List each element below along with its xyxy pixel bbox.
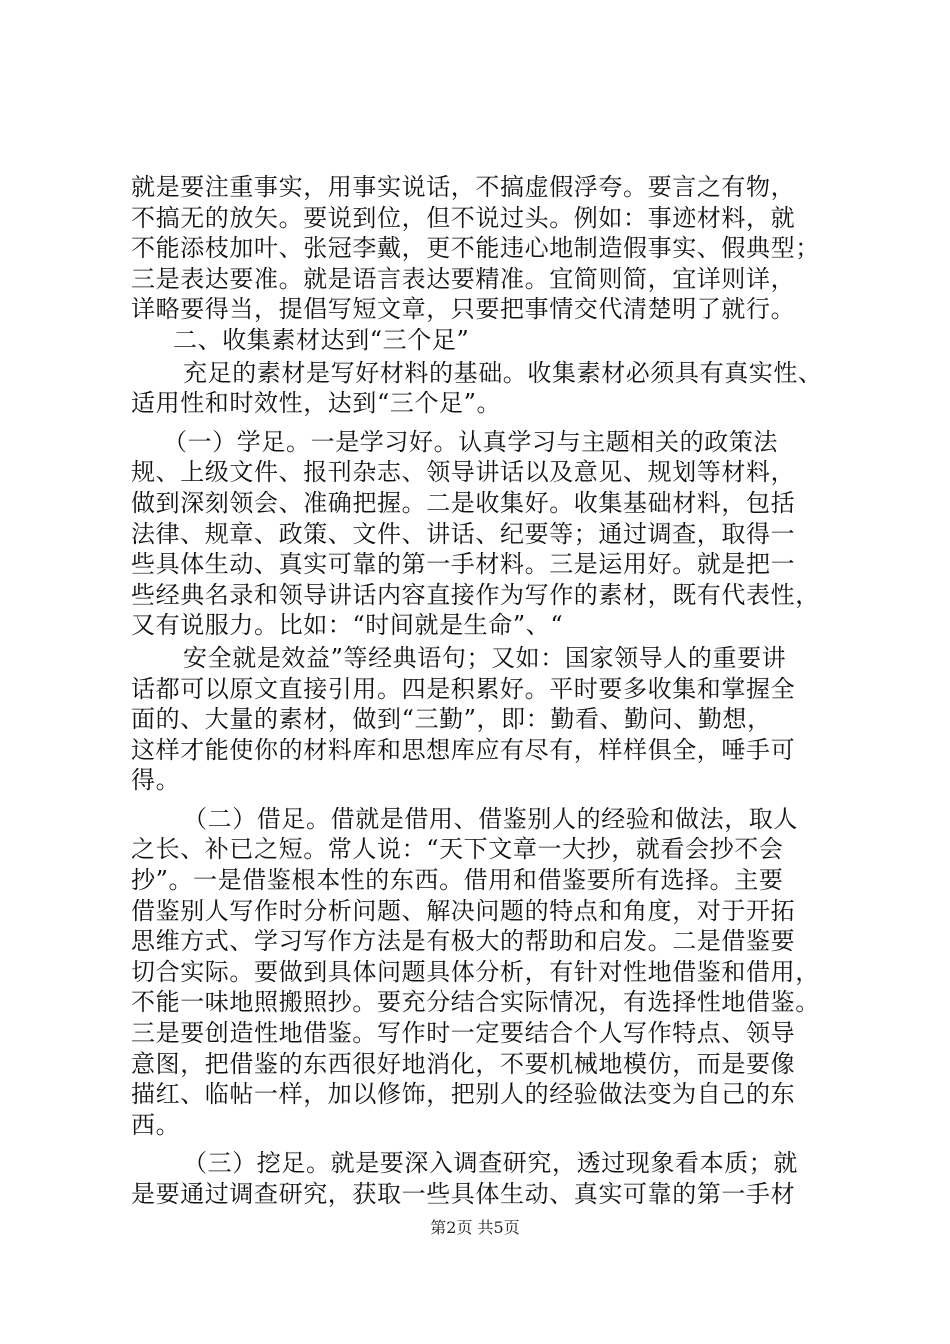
text-line: 不能一味地照搬照抄。要充分结合实际情况，有选择性地借鉴。 [131, 988, 820, 1017]
text-line: 得。 [131, 766, 181, 795]
subsection-heading-line: （二）借足。借就是借用、借鉴别人的经验和做法，取人 [183, 804, 798, 833]
page-number-footer: 第2页 共5页 [430, 1218, 520, 1237]
text-line: 又有说服力。比如：“时间就是生命”、“ [131, 611, 564, 640]
text-line: 切合实际。要做到具体问题具体分析，有针对性地借鉴和借用， [131, 957, 820, 986]
text-line: 些具体生动、真实可靠的第一手材料。三是运用好。就是把一 [131, 550, 796, 579]
text-line: 面的、大量的素材，做到“三勤”，即：勤看、勤问、勤想， [131, 705, 772, 734]
text-line: 是要通过调查研究，获取一些具体生动、真实可靠的第一手材 [131, 1180, 796, 1208]
text-line: 充足的素材是写好材料的基础。收集素材必须具有真实性、 [183, 358, 823, 387]
text-line: 描红、临帖一样，加以修饰，把别人的经验做法变为自己的东 [131, 1080, 796, 1109]
text-line: 三是表达要准。就是语言表达要精准。宜简则简，宜详则详， [131, 264, 796, 293]
text-line: 三是要创造性地借鉴。写作时一定要结合个人写作特点、领导 [131, 1019, 796, 1048]
text-line: 法律、规章、政策、文件、讲话、纪要等；通过调查，取得一 [131, 519, 796, 548]
text-line: 些经典名录和领导讲话内容直接作为写作的素材，既有代表性， [131, 580, 820, 609]
text-line: 西。 [131, 1110, 181, 1139]
section-heading: 二、收集素材达到“三个足” [173, 325, 470, 354]
text-line: 就是要注重事实，用事实说话，不搞虚假浮夸。要言之有物， [131, 173, 796, 201]
text-line: 详略要得当，提倡写短文章，只要把事情交代清楚明了就行。 [131, 295, 796, 324]
text-line: 不能添枝加叶、张冠李戴，更不能违心地制造假事实、假典型； [131, 234, 820, 263]
text-line: 借鉴别人写作时分析问题、解决问题的特点和角度，对于开拓 [131, 896, 796, 925]
text-line: 话都可以原文直接引用。四是积累好。平时要多收集和掌握全 [131, 674, 796, 703]
subsection-heading-line: （三）挖足。就是要深入调查研究，透过现象看本质；就 [183, 1149, 798, 1178]
text-line: 安全就是效益”等经典语句；又如：国家领导人的重要讲 [183, 643, 787, 672]
text-line: 适用性和时效性，达到“三个足”。 [131, 389, 502, 418]
text-line: 不搞无的放矢。要说到位，但不说过头。例如：事迹材料，就 [131, 203, 796, 232]
subsection-heading-line: （一）学足。一是学习好。认真学习与主题相关的政策法 [163, 427, 778, 456]
text-line: 规、上级文件、报刊杂志、领导讲话以及意见、规划等材料， [131, 458, 796, 487]
text-line: 抄”。一是借鉴根本性的东西。借用和借鉴要所有选择。主要 [131, 866, 784, 895]
text-line: 之长、补已之短。常人说：“天下文章一大抄，就看会抄不会 [131, 835, 784, 864]
text-line: 思维方式、学习写作方法是有极大的帮助和启发。二是借鉴要 [131, 927, 796, 956]
text-line: 意图，把借鉴的东西很好地消化，不要机械地模仿，而是要像 [131, 1049, 796, 1078]
document-body [131, 172, 831, 1210]
text-line: 做到深刻领会、准确把握。二是收集好。收集基础材料，包括 [131, 488, 796, 517]
text-line: 这样才能使你的材料库和思想库应有尽有，样样俱全，唾手可 [131, 735, 796, 764]
